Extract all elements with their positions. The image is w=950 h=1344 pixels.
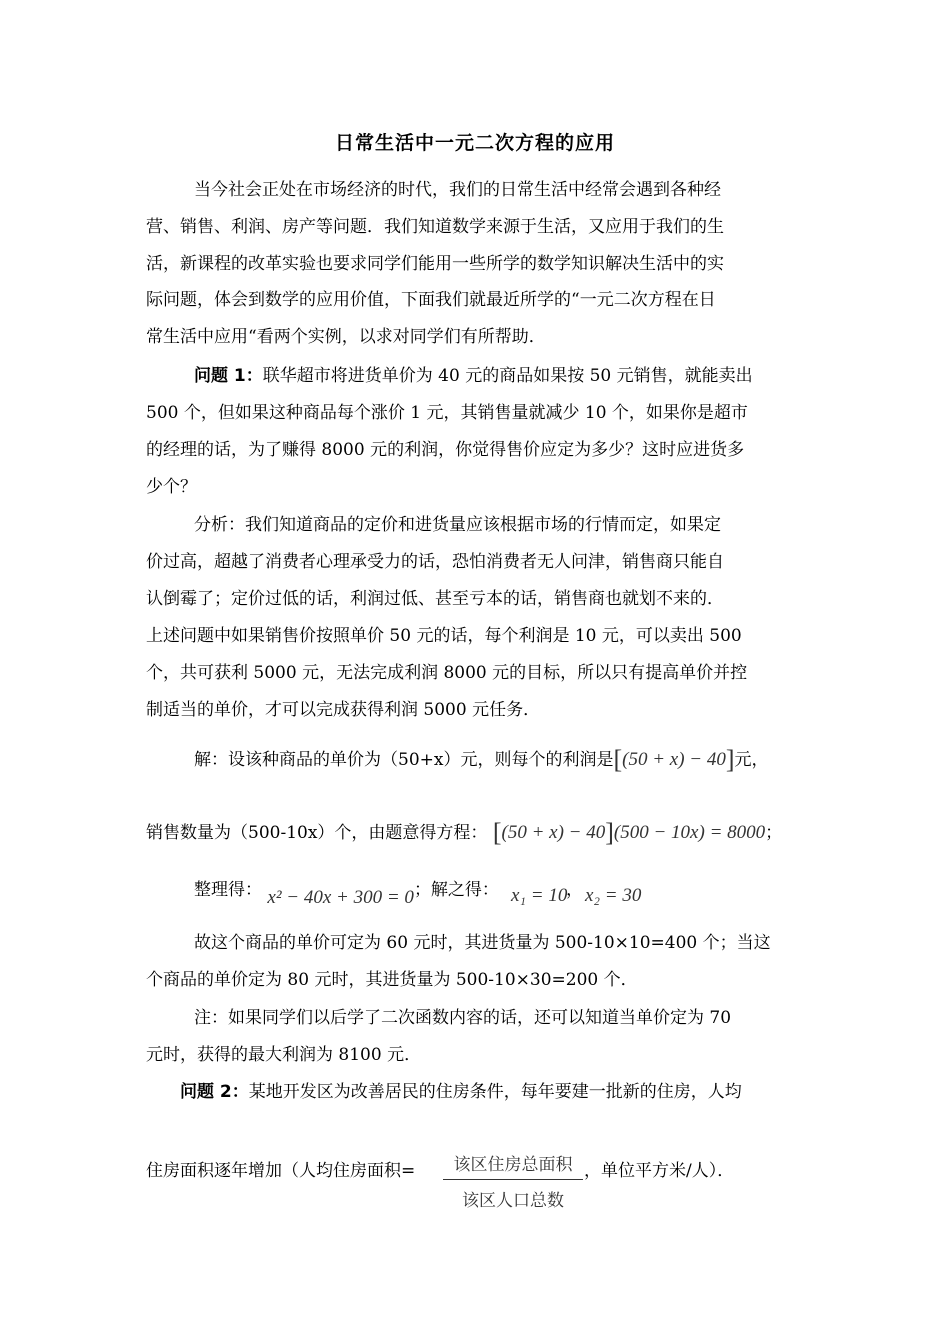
problem1-line-1	[194, 368, 753, 385]
analysis-line-1: 分析：我们知道商品的定价和进货量应该根据市场的行情而定，如果定	[194, 515, 721, 535]
intro-line-5: 常生活中应用“看两个实例，以求对同学们有所帮助．	[146, 327, 546, 347]
root-x1: x₁ = 10	[511, 885, 568, 906]
solution-line-2	[146, 820, 782, 846]
conclusion-line-2: 个商品的单价定为 80 元时，其进货量为 500-10×30=200 个．	[146, 970, 638, 990]
simplify-label: 整理得：	[194, 880, 262, 900]
analysis-line-2: 价过高，超越了消费者心理承受力的话，恐怕消费者无人问津，销售商只能自	[146, 552, 724, 572]
root-x2: x₂ = 30	[585, 885, 642, 906]
problem1-line-2: 500 个，但如果这种商品每个涨价 1 元，其销售量就减少 10 个，如果你是超市	[146, 403, 748, 423]
problem2-line-2-suffix: ，单位平方米/人）．	[584, 1161, 735, 1181]
solution-line-1	[194, 747, 769, 773]
problem2-line-2-prefix: 住房面积逐年增加（人均住房面积=	[146, 1161, 416, 1181]
per-capita-area-fraction	[443, 1150, 583, 1211]
solve-label: ；解之得：	[413, 880, 499, 900]
equation-expression: [(50 + x) − 40](500 − 10x) = 8000	[492, 818, 766, 847]
quadratic-equation: x² − 40x + 300 = 0	[267, 887, 414, 908]
intro-line-4: 际问题，体会到数学的应用价值，下面我们就最近所学的“一元二次方程在日	[146, 290, 716, 310]
solution-suffix-2: ；	[765, 823, 783, 843]
fraction-numerator: 该区住房总面积	[443, 1150, 583, 1180]
profit-expression: [(50 + x) − 40]	[613, 745, 735, 774]
analysis-line-6: 制适当的单价，才可以完成获得利润 5000 元任务．	[146, 700, 541, 720]
intro-line-1: 当今社会正处在市场经济的时代，我们的日常生活中经常会遇到各种经	[194, 180, 721, 200]
problem1-line-3: 的经理的话，为了赚得 8000 元的利润，你觉得售价应定为多少？这时应进货多	[146, 440, 745, 460]
root-separator: ，	[566, 880, 583, 900]
problem1-text: 联华超市将进货单价为 40 元的商品如果按 50 元销售，就能卖出	[262, 366, 753, 386]
intro-line-3: 活，新课程的改革实验也要求同学们能用一些所学的数学知识解决生活中的实	[146, 254, 724, 274]
solution-text-1: 解：设该种商品的单价为（50+x）元，则每个的利润是	[194, 750, 614, 770]
problem2-line-1	[180, 1084, 742, 1101]
solution-suffix-1: 元，	[734, 750, 769, 770]
page-title: 日常生活中一元二次方程的应用	[334, 132, 615, 154]
analysis-line-3: 认倒霉了；定价过低的话，利润过低、甚至亏本的话，销售商也就划不来的．	[146, 589, 724, 609]
problem2-text: 某地开发区为改善居民的住房条件，每年要建一批新的住房，人均	[248, 1082, 742, 1102]
problem2-label: 问题 2：	[180, 1082, 249, 1102]
analysis-line-5: 个，共可获利 5000 元，无法完成利润 8000 元的目标，所以只有提高单价并控	[146, 663, 748, 683]
intro-line-2: 营、销售、利润、房产等问题．我们知道数学来源于生活，又应用于我们的生	[146, 217, 724, 237]
solution-line-3	[194, 880, 499, 908]
solution-text-2: 销售数量为（500-10x）个，由题意得方程：	[146, 823, 488, 843]
fraction-denominator: 该区人口总数	[462, 1191, 564, 1211]
note-line-2: 元时，获得的最大利润为 8100 元．	[146, 1045, 422, 1065]
problem1-line-4: 少个？	[146, 477, 197, 497]
conclusion-line-1: 故这个商品的单价可定为 60 元时，其进货量为 500-10×10=400 个；当这	[194, 933, 771, 953]
note-line-1: 注：如果同学们以后学了二次函数内容的话，还可以知道当单价定为 70	[194, 1008, 732, 1028]
problem1-label: 问题 1：	[194, 366, 263, 386]
analysis-line-4: 上述问题中如果销售价按照单价 50 元的话，每个利润是 10 元，可以卖出 500	[146, 626, 742, 646]
